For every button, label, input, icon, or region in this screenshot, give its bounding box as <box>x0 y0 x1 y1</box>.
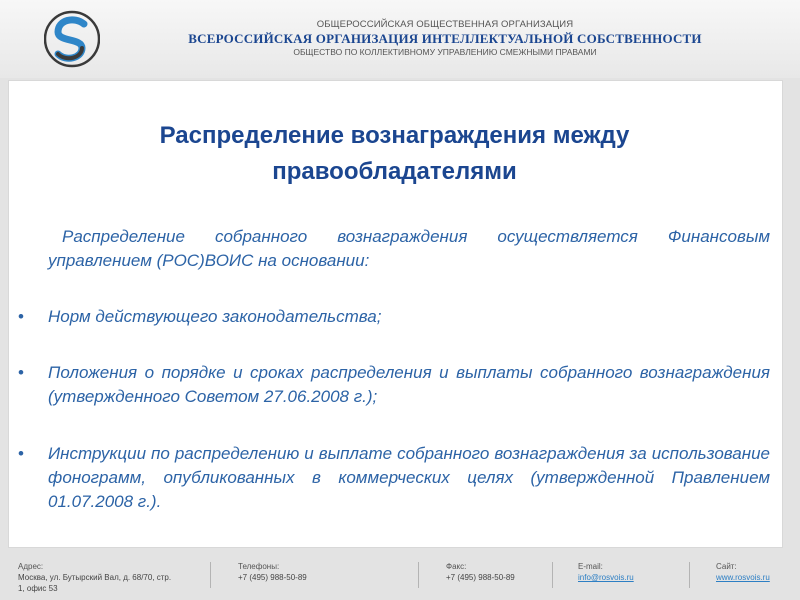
bullet-text: Инструкции по распределению и выплате собранного вознаграждения за использование фонограмм, опубликованных в коммерческих целях (утвержденной Правлением 01.07.2008 г.). <box>48 444 770 511</box>
bullet-glyph: • <box>18 307 24 326</box>
site-link[interactable]: www.rosvois.ru <box>716 573 770 582</box>
footer-divider <box>552 562 553 588</box>
footer-bar <box>0 553 800 600</box>
footer-address <box>18 561 208 594</box>
organization-name <box>140 18 750 59</box>
org-line-3: ОБЩЕСТВО ПО КОЛЛЕКТИВНОМУ УПРАВЛЕНИЮ СМЕЖНЫМИ ПРАВАМИ <box>293 47 597 57</box>
phones-value: +7 (495) 988-50-89 <box>238 573 307 582</box>
slide-title-line-2: правообладателями <box>272 158 517 185</box>
email-link[interactable]: info@rosvois.ru <box>578 573 634 582</box>
org-line-2: ВСЕРОССИЙСКАЯ ОРГАНИЗАЦИЯ ИНТЕЛЛЕКТУАЛЬНОЙ СОБСТВЕННОСТИ <box>188 31 702 46</box>
header-bar <box>0 0 800 78</box>
org-line-1: ОБЩЕРОССИЙСКАЯ ОБЩЕСТВЕННАЯ ОРГАНИЗАЦИЯ <box>316 19 574 30</box>
rosvois-logo-icon <box>44 8 100 70</box>
footer-divider <box>689 562 690 588</box>
fax-label: Факс: <box>446 562 467 571</box>
bullet-item <box>18 442 770 514</box>
email-label: E-mail: <box>578 562 603 571</box>
site-label: Сайт: <box>716 562 737 571</box>
address-line-2: 1, офис 53 <box>18 584 58 593</box>
bullet-glyph: • <box>18 363 24 382</box>
bullet-text: Норм действующего законодательства; <box>48 307 382 326</box>
bullet-glyph: • <box>18 444 24 463</box>
footer-fax <box>446 561 546 583</box>
bullet-item <box>18 305 770 329</box>
address-label: Адрес: <box>18 562 44 571</box>
phones-label: Телефоны: <box>238 562 280 571</box>
footer-divider <box>210 562 211 588</box>
slide-title <box>8 118 781 190</box>
intro-paragraph: Распределение собранного вознаграждения осуществляется Финансовым управлением (РОС)ВОИС на основании: <box>48 227 770 270</box>
fax-value: +7 (495) 988-50-89 <box>446 573 515 582</box>
bullet-item <box>18 361 770 409</box>
slide-title-line-1: Распределение вознаграждения между <box>159 122 630 149</box>
address-line-1: Москва, ул. Бутырский Вал, д. 68/70, стр. <box>18 573 172 582</box>
bullet-text: Положения о порядке и сроках распределения и выплаты собранного вознаграждения (утвержденного Советом 27.06.2008 г.); <box>48 363 770 406</box>
footer-site <box>716 561 796 583</box>
footer-email <box>578 561 678 583</box>
footer-phones <box>238 561 408 583</box>
footer-divider <box>418 562 419 588</box>
